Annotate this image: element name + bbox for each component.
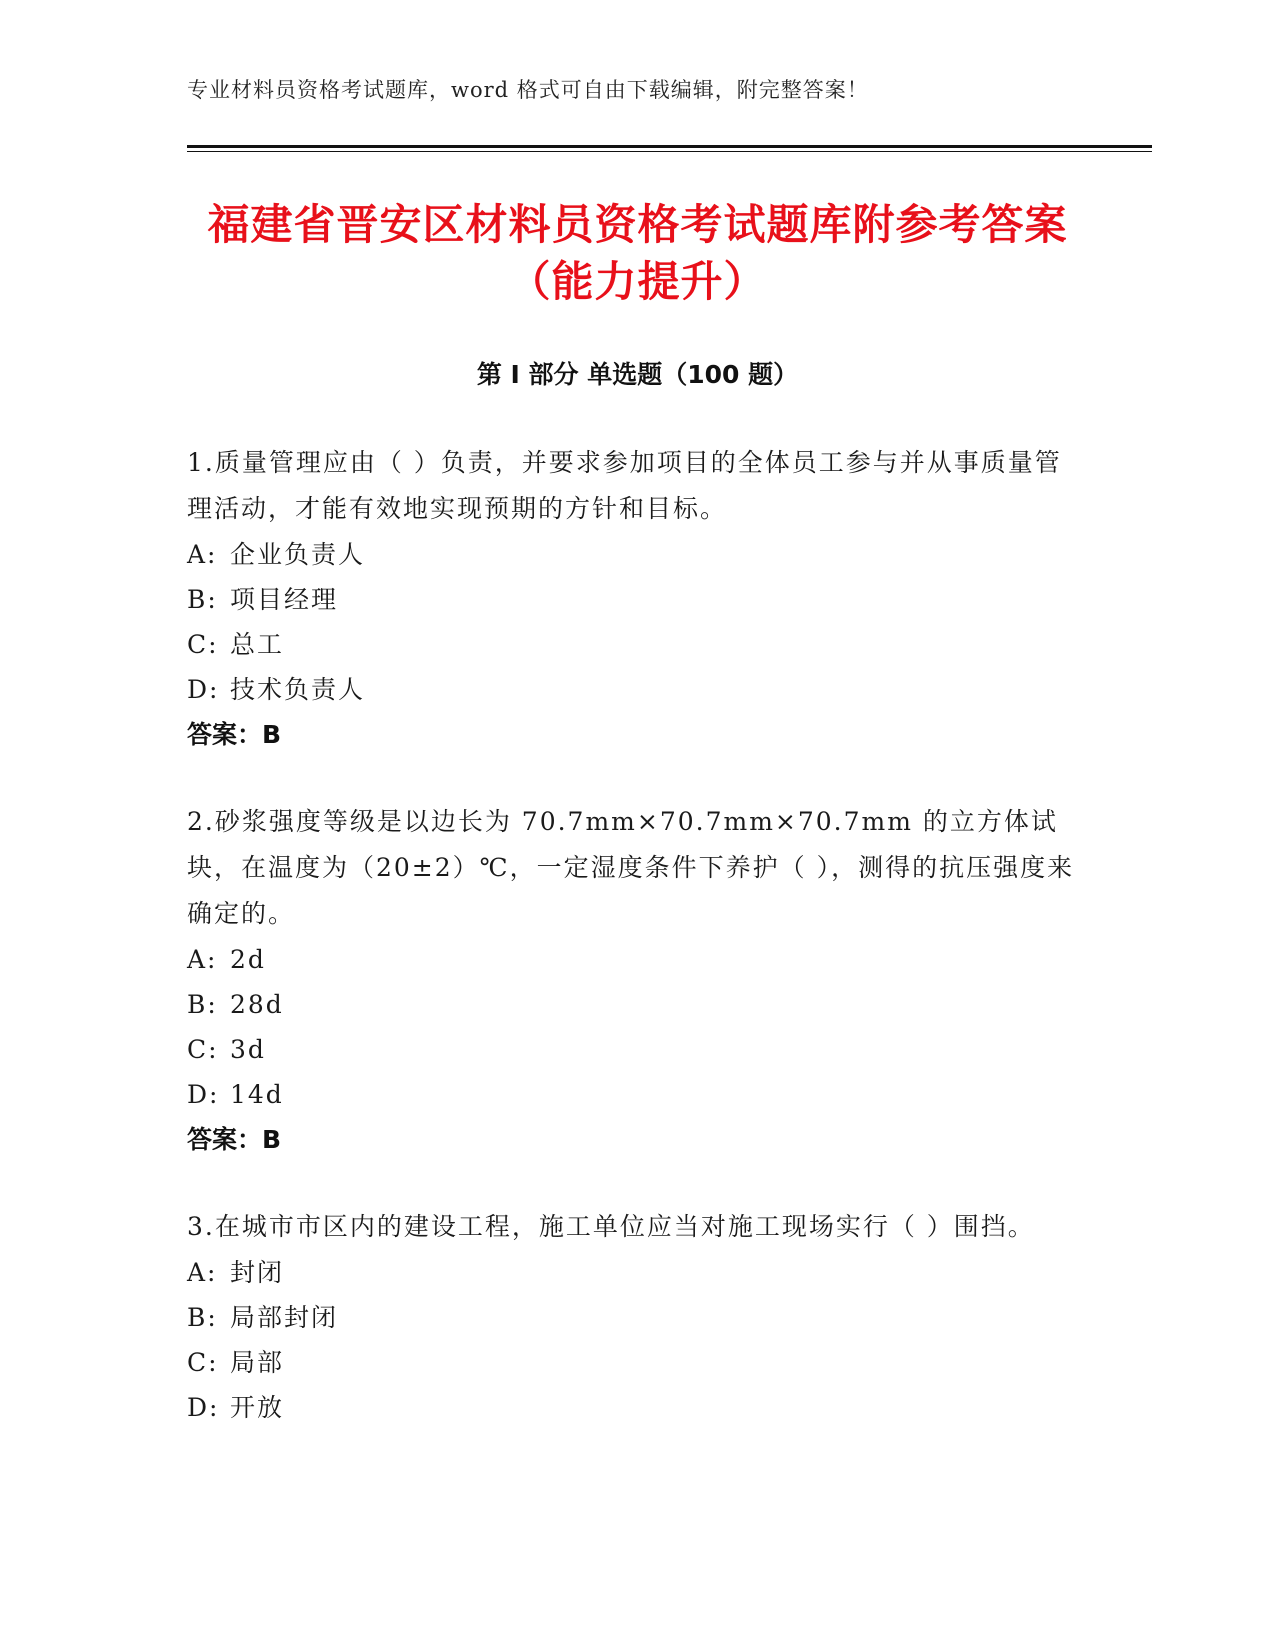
- question-stem: 2.砂浆强度等级是以边长为 70.7mm×70.7mm×70.7mm 的立方体试块，在温度为（20±2）℃，一定湿度条件下养护（ ），测得的抗压强度来确定的。: [187, 807, 1075, 928]
- option-c: [187, 622, 1087, 667]
- option-d: [187, 1072, 1087, 1117]
- option-text: 局部封闭: [230, 1303, 339, 1332]
- document-title: 福建省晋安区材料员资格考试题库附参考答案（能力提升）: [207, 200, 1068, 306]
- question-stem: 3.在城市市区内的建设工程，施工单位应当对施工现场实行（ ）围挡。: [187, 1212, 1035, 1241]
- option-key: B:: [187, 1303, 218, 1332]
- option-text: 项目经理: [230, 585, 339, 614]
- question-3: [187, 1204, 1087, 1430]
- option-key: D:: [187, 1393, 220, 1422]
- header-note: 专业材料员资格考试题库，word 格式可自由下载编辑，附完整答案！: [187, 78, 869, 102]
- option-a: [187, 1250, 1087, 1295]
- option-key: A:: [187, 1258, 218, 1287]
- option-text: 企业负责人: [230, 540, 366, 569]
- answer-label: 答案：B: [187, 720, 282, 749]
- option-key: B:: [187, 990, 218, 1019]
- option-b: [187, 1295, 1087, 1340]
- option-text: 封闭: [230, 1258, 285, 1287]
- option-text: 开放: [230, 1393, 285, 1422]
- header-divider-thin: [187, 151, 1152, 152]
- option-key: D:: [187, 1080, 220, 1109]
- question-stem: 1.质量管理应由（ ）负责，并要求参加项目的全体员工参与并从事质量管理活动，才能有效地实现预期的方针和目标。: [187, 448, 1062, 523]
- option-text: 28d: [230, 990, 284, 1019]
- option-a: [187, 532, 1087, 577]
- option-text: 2d: [230, 945, 266, 974]
- question-list: [187, 440, 1087, 1471]
- option-c: [187, 1027, 1087, 1072]
- option-text: 总工: [230, 630, 285, 659]
- option-key: A:: [187, 945, 218, 974]
- option-d: [187, 1385, 1087, 1430]
- option-key: C:: [187, 630, 219, 659]
- option-b: [187, 577, 1087, 622]
- header-divider-thick: [187, 145, 1152, 148]
- answer-label: 答案：B: [187, 1125, 282, 1154]
- option-key: D:: [187, 675, 220, 704]
- option-text: 3d: [230, 1035, 266, 1064]
- option-key: C:: [187, 1348, 219, 1377]
- question-2: [187, 799, 1087, 1163]
- option-b: [187, 982, 1087, 1027]
- option-c: [187, 1340, 1087, 1385]
- section-title: 第 I 部分 单选题（100 题）: [476, 360, 799, 389]
- option-key: C:: [187, 1035, 219, 1064]
- option-a: [187, 937, 1087, 982]
- option-key: B:: [187, 585, 218, 614]
- question-1: [187, 440, 1087, 758]
- option-d: [187, 667, 1087, 712]
- option-text: 局部: [230, 1348, 285, 1377]
- option-text: 14d: [230, 1080, 284, 1109]
- option-key: A:: [187, 540, 218, 569]
- option-text: 技术负责人: [230, 675, 366, 704]
